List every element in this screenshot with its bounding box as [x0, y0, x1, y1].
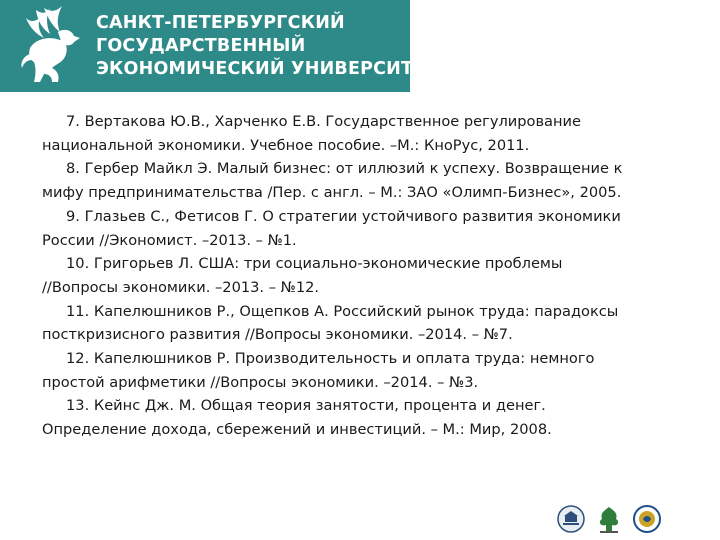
- reference-line: 12. Капелюшников Р. Производительность и оплата труда: немного: [66, 350, 595, 368]
- reference-line: 13. Кейнс Дж. М. Общая теория занятости, процента и денег.: [66, 397, 546, 415]
- reference-item: [42, 110, 692, 157]
- university-name-line: ЭКОНОМИЧЕСКИЙ УНИВЕРСИТЕТ: [96, 59, 438, 79]
- reference-item: [42, 157, 692, 204]
- university-name: [96, 12, 437, 81]
- reference-item: [42, 300, 692, 347]
- reference-list: [42, 110, 692, 442]
- building-emblem-icon: [556, 503, 586, 535]
- reference-line: России //Экономист. –2013. – №1.: [42, 231, 297, 249]
- reference-line: Определение дохода, сбережений и инвестиций. – М.: Мир, 2008.: [42, 421, 552, 439]
- reference-line: 11. Капелюшников Р., Ощепков А. Российский рынок труда: парадоксы: [66, 302, 619, 320]
- reference-item: [42, 347, 692, 394]
- reference-line: посткризисного развития //Вопросы экономики. –2014. – №7.: [42, 326, 513, 344]
- reference-item: [42, 252, 692, 299]
- reference-line: //Вопросы экономики. –2013. – №12.: [42, 278, 320, 296]
- reference-item: [42, 394, 692, 441]
- tree-emblem-icon: [594, 503, 624, 535]
- round-seal-icon: [632, 503, 662, 535]
- reference-line: 10. Григорьев Л. США: три социально-экономические проблемы: [66, 255, 563, 273]
- reference-line: национальной экономики. Учебное пособие. –М.: КноРус, 2011.: [42, 136, 530, 154]
- university-name-line: САНКТ-ПЕТЕРБУРГСКИЙ: [96, 13, 345, 33]
- reference-line: 7. Вертакова Ю.В., Харченко Е.В. Государственное регулирование: [66, 113, 582, 130]
- footer-logos: [556, 503, 662, 537]
- reference-line: мифу предпринимательства /Пер. с англ. – М.: ЗАО «Олимп-Бизнес», 2005.: [42, 184, 622, 202]
- header-band: [0, 0, 438, 92]
- reference-line: 9. Глазьев С., Фетисов Г. О стратегии устойчивого развития экономики: [66, 207, 621, 225]
- reference-item: [42, 205, 692, 252]
- university-name-line: ГОСУДАРСТВЕННЫЙ: [96, 36, 306, 56]
- reference-line: 8. Гербер Майкл Э. Малый бизнес: от иллюзий к успеху. Возвращение к: [66, 160, 623, 178]
- reference-line: простой арифметики //Вопросы экономики. –2014. – №3.: [42, 373, 479, 391]
- griffin-icon: [16, 4, 82, 88]
